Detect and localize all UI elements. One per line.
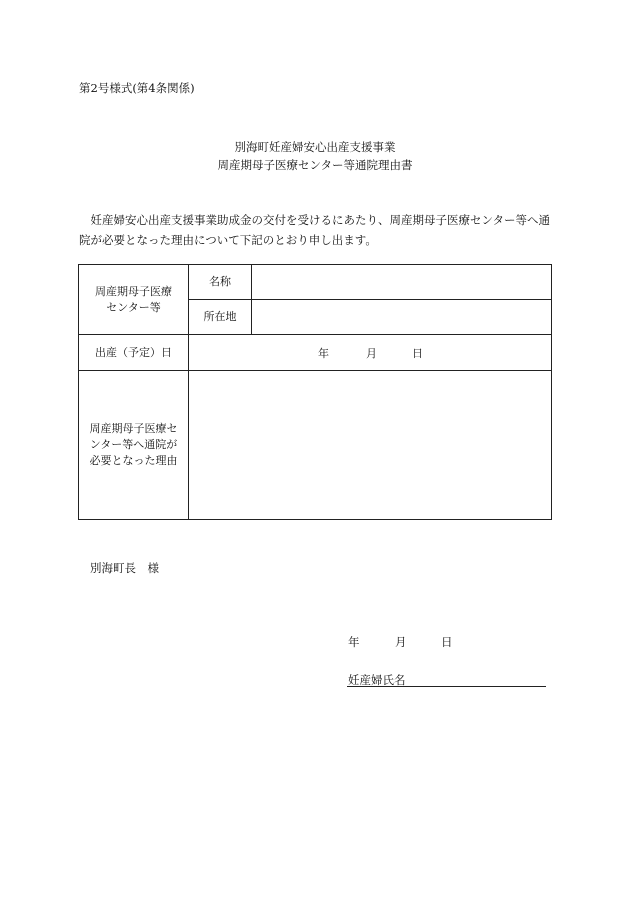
reason-label-cell xyxy=(79,371,189,520)
form-number: 第2号様式(第4条関係) xyxy=(79,81,195,95)
intro-paragraph: 妊産婦安心出産支援事業助成金の交付を受けるにあたり、周産期母子医療センター等へ通院が必要となった理由について下記のとおり申し出ます。 xyxy=(79,213,551,247)
name-field[interactable] xyxy=(252,265,552,300)
reason-label-line2: ンター等へ通院が xyxy=(89,438,178,451)
reason-label-line3: 必要となった理由 xyxy=(89,454,178,467)
signature-label: 妊産婦氏名 xyxy=(348,673,406,687)
birth-date-year-label: 年 xyxy=(318,346,329,360)
center-label-line1: 周産期母子医療 xyxy=(95,284,172,298)
application-date-day-label: 日 xyxy=(441,635,453,649)
name-label: 名称 xyxy=(189,265,252,300)
center-label-cell xyxy=(79,265,189,335)
reason-label-line1: 周産期母子医療セ xyxy=(89,422,178,435)
reason-field[interactable] xyxy=(189,371,552,520)
birth-date-field[interactable] xyxy=(189,335,552,371)
center-label-line2: センター等 xyxy=(106,300,161,314)
birth-date-month-label: 月 xyxy=(366,346,377,360)
application-form-table xyxy=(78,264,552,520)
birth-date-label: 出産（予定）日 xyxy=(79,335,189,371)
application-date-year-label: 年 xyxy=(348,635,360,649)
birth-date-day-label: 日 xyxy=(412,346,423,360)
signature-line[interactable] xyxy=(347,686,546,687)
address-field[interactable] xyxy=(252,300,552,335)
addressee: 別海町長 様 xyxy=(90,561,159,575)
application-date-month-label: 月 xyxy=(395,635,407,649)
document-title-line2: 周産期母子医療センター等通院理由書 xyxy=(217,158,413,172)
address-label: 所在地 xyxy=(189,300,252,335)
document-title-line1: 別海町妊産婦安心出産支援事業 xyxy=(234,140,396,154)
